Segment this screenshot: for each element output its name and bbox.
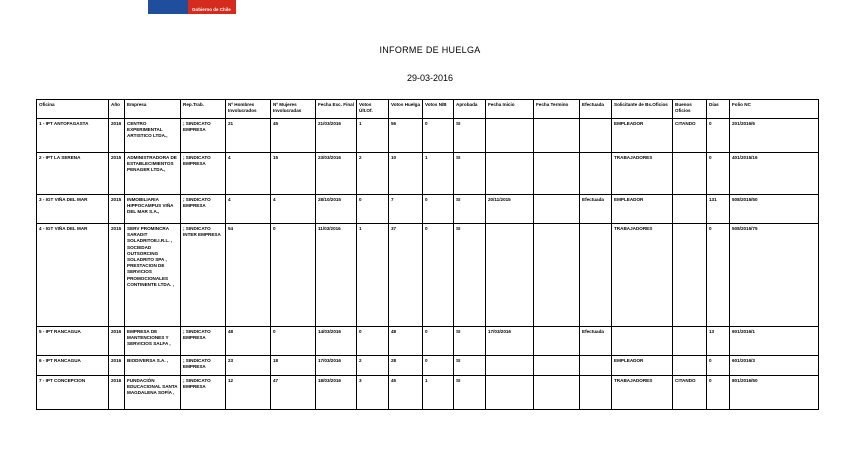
cell-mujeres: 4 (271, 195, 316, 224)
cell-ano: 2015 (109, 153, 125, 195)
cell-mujeres: 15 (271, 153, 316, 195)
cell-hombres: 4 (226, 195, 271, 224)
cell-folio-nc: 508/2015/50 (730, 195, 819, 224)
cell-votos-ult-of: 1 (357, 119, 389, 153)
cell-votos-nb: 1 (423, 153, 454, 195)
header-solicitante: Solicitante de Bs.Oficios (612, 100, 673, 119)
cell-rep-trab: ; SINDICATO EMPRESA (181, 356, 226, 376)
cell-ano: 2015 (109, 224, 125, 327)
table-row (37, 153, 819, 195)
cell-rep-trab: ; SINDICATO EMPRESA (181, 119, 226, 153)
header-fecha-termino: Fecha Termino (534, 100, 580, 119)
cell-fecha-inicio (486, 356, 534, 376)
cell-folio-nc: 201/2016/6 (730, 119, 819, 153)
cell-hombres: 12 (226, 376, 271, 410)
header-votos-huelga: Votos Huelga (389, 100, 423, 119)
cell-efectuada (580, 356, 612, 376)
cell-oficina: 3 - IGT VIÑA DEL MAR (37, 195, 109, 224)
cell-fecha-termino (534, 119, 580, 153)
header-dias: Días (707, 100, 730, 119)
table-row (37, 119, 819, 153)
cell-solicitante: TRABAJADORES (612, 153, 673, 195)
cell-empresa: FUNDACIÓN EDUCACIONAL SANTA MAGDALENA SOFÍA , (125, 376, 181, 410)
header-fecha-inicio: Fecha Inicio (486, 100, 534, 119)
cell-votos-nb: 0 (423, 356, 454, 376)
cell-ano: 2016 (109, 356, 125, 376)
cell-mujeres: 0 (271, 224, 316, 327)
logo-blue-block (148, 0, 188, 14)
cell-aprobada: SI (454, 327, 486, 356)
table-row (37, 356, 819, 376)
cell-mujeres: 45 (271, 119, 316, 153)
cell-fecha-termino (534, 356, 580, 376)
cell-aprobada: SI (454, 356, 486, 376)
cell-empresa: BIODIVERSA S.A. , (125, 356, 181, 376)
cell-votos-nb: 0 (423, 327, 454, 356)
cell-votos-nb: 0 (423, 119, 454, 153)
cell-buenos-oficios (673, 153, 707, 195)
cell-fecha-inicio (486, 153, 534, 195)
cell-efectuada (580, 153, 612, 195)
cell-votos-ult-of: 2 (357, 356, 389, 376)
cell-hombres: 21 (226, 119, 271, 153)
cell-hombres: 48 (226, 327, 271, 356)
table-row (37, 327, 819, 356)
header-efectuada: Efectuada (580, 100, 612, 119)
cell-fecha-inicio: 20/11/2015 (486, 195, 534, 224)
cell-dias: 0 (707, 119, 730, 153)
header-hombres: Nº Hombres Involucrados (226, 100, 271, 119)
header-row (37, 100, 819, 119)
cell-fecha-inicio: 17/03/2016 (486, 327, 534, 356)
cell-votos-huelga: 10 (389, 153, 423, 195)
cell-fecha-termino (534, 153, 580, 195)
cell-ano: 2016 (109, 376, 125, 410)
cell-dias: 131 (707, 195, 730, 224)
header-oficina: Oficina (37, 100, 109, 119)
cell-votos-ult-of: 0 (357, 327, 389, 356)
cell-votos-ult-of: 2 (357, 153, 389, 195)
cell-rep-trab: ; SINDICATO EMPRESA (181, 195, 226, 224)
cell-fecha-exc-final: 11/03/2016 (316, 224, 357, 327)
cell-efectuada: Efectuada (580, 327, 612, 356)
cell-votos-huelga: 7 (389, 195, 423, 224)
cell-solicitante (612, 327, 673, 356)
header-rep-trab: Rep.Trab. (181, 100, 226, 119)
cell-empresa: EMPRESA DE MANTENCIONES Y SERVICIOS SALFA , (125, 327, 181, 356)
cell-buenos-oficios (673, 327, 707, 356)
cell-aprobada: SI (454, 195, 486, 224)
cell-fecha-inicio (486, 376, 534, 410)
header-folio-nc: Folio NC (730, 100, 819, 119)
huelga-table (36, 99, 819, 410)
cell-solicitante: TRABAJADORES (612, 376, 673, 410)
cell-fecha-exc-final: 23/03/2016 (316, 153, 357, 195)
cell-ano: 2016 (109, 327, 125, 356)
cell-dias: 13 (707, 327, 730, 356)
cell-votos-huelga: 56 (389, 119, 423, 153)
cell-efectuada (580, 376, 612, 410)
cell-votos-nb: 0 (423, 195, 454, 224)
gobierno-de-chile-logo (148, 0, 236, 14)
cell-votos-ult-of: 1 (357, 224, 389, 327)
cell-fecha-exc-final: 18/03/2016 (316, 376, 357, 410)
header-votos-nb: Votos N/B (423, 100, 454, 119)
header-fecha-exc-final: Fecha Exc. Final (316, 100, 357, 119)
header-buenos-oficios: Buenos Oficios (673, 100, 707, 119)
cell-fecha-inicio (486, 119, 534, 153)
cell-dias: 0 (707, 356, 730, 376)
cell-buenos-oficios: CITANDO (673, 376, 707, 410)
cell-empresa: SERV PROMINCRA SARADIT SOLADRITOE.I.R.L. , SOCIEDAD OUTSORCING SOLADRITO SPA , PRESTACION DE SERVICIOS PROMOCIONALES CONTINENTE LTDA. , (125, 224, 181, 327)
cell-efectuada (580, 224, 612, 327)
cell-aprobada: SI (454, 153, 486, 195)
cell-dias: 0 (707, 376, 730, 410)
cell-buenos-oficios: CITANDO (673, 119, 707, 153)
cell-fecha-exc-final: 28/10/2015 (316, 195, 357, 224)
cell-oficina: 1 - IPT ANTOFAGASTA (37, 119, 109, 153)
cell-oficina: 4 - IGT VIÑA DEL MAR (37, 224, 109, 327)
cell-aprobada: SI (454, 376, 486, 410)
cell-folio-nc: 601/2016/3 (730, 356, 819, 376)
cell-solicitante: EMPLEADOR (612, 119, 673, 153)
cell-folio-nc: 508/2015/75 (730, 224, 819, 327)
cell-oficina: 5 - IPT RANCAGUA (37, 327, 109, 356)
logo-text: Gobierno de Chile (188, 0, 236, 14)
cell-folio-nc: 801/2016/50 (730, 376, 819, 410)
cell-votos-ult-of: 3 (357, 376, 389, 410)
cell-votos-nb: 1 (423, 376, 454, 410)
cell-fecha-termino (534, 376, 580, 410)
cell-hombres: 54 (226, 224, 271, 327)
header-votos-ult-of: Votos Últ.Of. (357, 100, 389, 119)
cell-efectuada (580, 119, 612, 153)
cell-rep-trab: ; SINDICATO EMPRESA (181, 376, 226, 410)
cell-efectuada: Efectuada (580, 195, 612, 224)
table-row (37, 224, 819, 327)
header-mujeres: Nº Mujeres Involucradas (271, 100, 316, 119)
cell-aprobada: SI (454, 224, 486, 327)
header-empresa: Empresa (125, 100, 181, 119)
cell-aprobada: SI (454, 119, 486, 153)
cell-mujeres: 18 (271, 356, 316, 376)
cell-hombres: 4 (226, 153, 271, 195)
cell-empresa: CENTRO EXPERIMENTAL ARTISTICO LTDA., (125, 119, 181, 153)
table-row (37, 376, 819, 410)
cell-fecha-termino (534, 195, 580, 224)
cell-ano: 2015 (109, 195, 125, 224)
header-aprobada: Aprobada (454, 100, 486, 119)
cell-fecha-termino (534, 224, 580, 327)
cell-rep-trab: ; SINDICATO EMPRESA (181, 327, 226, 356)
cell-dias: 0 (707, 224, 730, 327)
cell-hombres: 23 (226, 356, 271, 376)
cell-folio-nc: 401/2015/16 (730, 153, 819, 195)
cell-rep-trab: ; SINDICATO EMPRESA (181, 153, 226, 195)
cell-buenos-oficios (673, 356, 707, 376)
cell-mujeres: 0 (271, 327, 316, 356)
table-row (37, 195, 819, 224)
cell-dias: 0 (707, 153, 730, 195)
cell-votos-huelga: 48 (389, 327, 423, 356)
cell-votos-ult-of: 0 (357, 195, 389, 224)
cell-solicitante: EMPLEADOR (612, 356, 673, 376)
cell-solicitante: TRABAJADORES (612, 224, 673, 327)
report-date: 29-03-2016 (406, 73, 454, 83)
cell-votos-nb: 0 (423, 224, 454, 327)
cell-buenos-oficios (673, 195, 707, 224)
cell-buenos-oficios (673, 224, 707, 327)
cell-oficina: 6 - IPT RANCAGUA (37, 356, 109, 376)
cell-fecha-exc-final: 21/03/2016 (316, 119, 357, 153)
cell-fecha-exc-final: 14/03/2016 (316, 327, 357, 356)
cell-fecha-termino (534, 327, 580, 356)
cell-folio-nc: 601/2016/1 (730, 327, 819, 356)
cell-solicitante: EMPLEADOR (612, 195, 673, 224)
cell-oficina: 2 - IPT LA SERENA (37, 153, 109, 195)
cell-votos-huelga: 45 (389, 376, 423, 410)
cell-votos-huelga: 37 (389, 224, 423, 327)
cell-fecha-inicio (486, 224, 534, 327)
cell-oficina: 7 - IPT CONCEPCION (37, 376, 109, 410)
cell-mujeres: 47 (271, 376, 316, 410)
header-ano: Año (109, 100, 125, 119)
cell-rep-trab: ; SINDICATO INTER EMPRESA (181, 224, 226, 327)
cell-ano: 2016 (109, 119, 125, 153)
cell-empresa: ADMINISTRADORA DE ESTABLECIMIENTOS PENAGER LTDA., (125, 153, 181, 195)
cell-empresa: INMOBILIARIA HIPPOCAMPUS VIÑA DEL MAR S.A., (125, 195, 181, 224)
cell-fecha-exc-final: 17/03/2016 (316, 356, 357, 376)
report-title: INFORME DE HUELGA (379, 45, 481, 55)
cell-votos-huelga: 28 (389, 356, 423, 376)
